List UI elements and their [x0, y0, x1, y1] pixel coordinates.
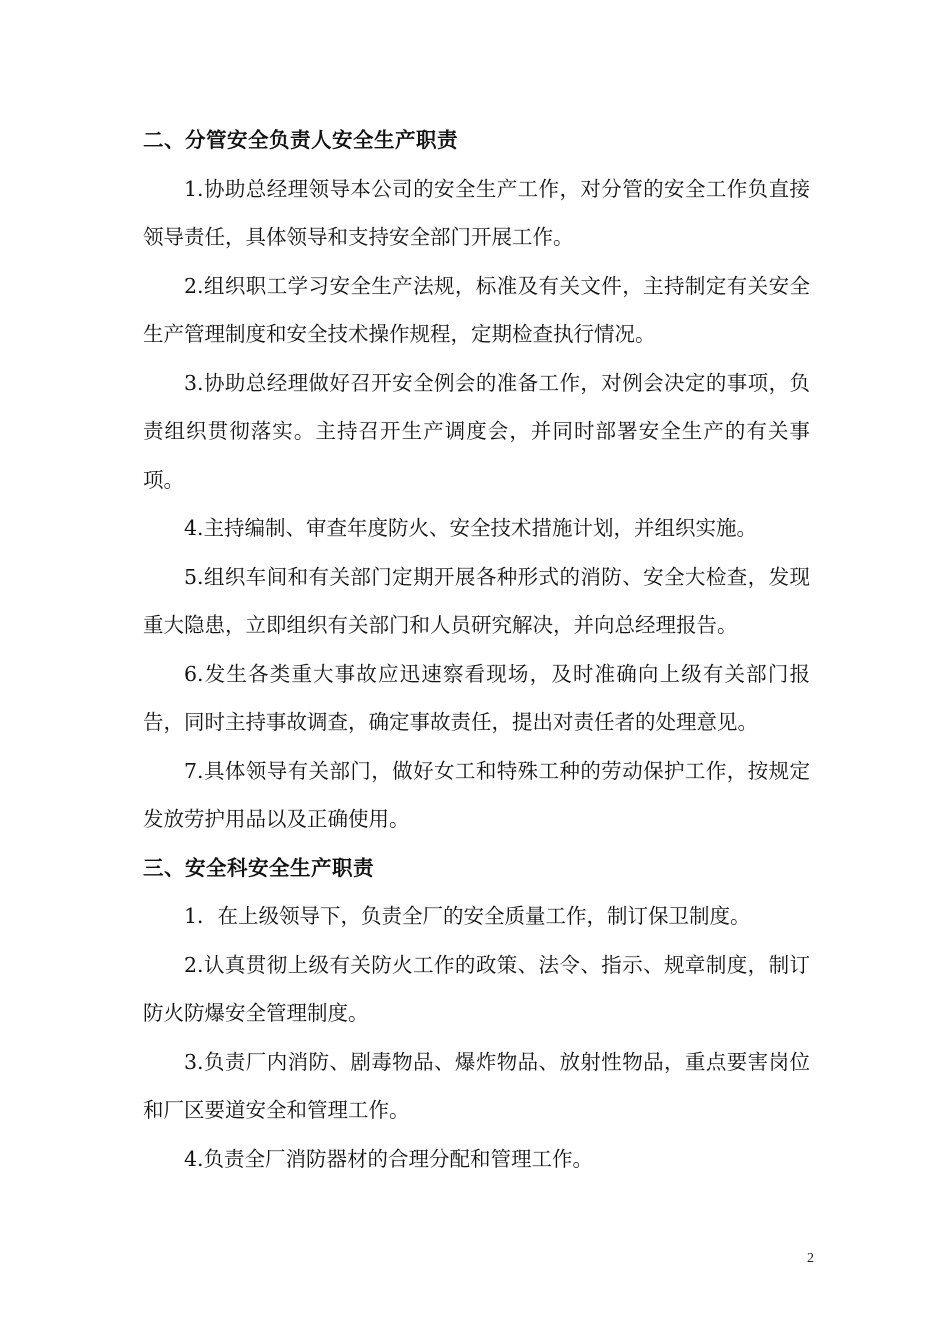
- paragraph: 3.负责厂内消防、剧毒物品、爆炸物品、放射性物品，重点要害岗位和厂区要道安全和管理工作。: [143, 1049, 810, 1122]
- paragraph: 7.具体领导有关部门，做好女工和特殊工种的劳动保护工作，按规定发放劳护用品以及正确使用。: [143, 758, 810, 831]
- page-number: 2: [807, 1251, 814, 1266]
- paragraph: 2.认真贯彻上级有关防火工作的政策、法令、指示、规章制度，制订防火防爆安全管理制度。: [143, 952, 810, 1025]
- paragraph: 1．在上级领导下，负责全厂的安全质量工作，制订保卫制度。: [184, 904, 751, 928]
- paragraph: 4.主持编制、审查年度防火、安全技术措施计划，并组织实施。: [184, 516, 758, 540]
- paragraph: 3.协助总经理做好召开安全例会的准备工作，对例会决定的事项，负责组织贯彻落实。主持召开生产调度会，并同时部署安全生产的有关事项。: [143, 370, 810, 492]
- document-body: [143, 116, 810, 1183]
- paragraph: 6.发生各类重大事故应迅速察看现场，及时准确向上级有关部门报告，同时主持事故调查，确定事故责任，提出对责任者的处理意见。: [143, 661, 810, 734]
- paragraph: 4.负责全厂消防器材的合理分配和管理工作。: [184, 1146, 594, 1171]
- paragraph: 5.组织车间和有关部门定期开展各种形式的消防、安全大检查，发现重大隐患，立即组织有关部门和人员研究解决，并向总经理报告。: [143, 564, 810, 637]
- paragraph: 1.协助总经理领导本公司的安全生产工作，对分管的安全工作负直接领导责任，具体领导和支持安全部门开展工作。: [143, 176, 810, 249]
- section-heading-2: 二、分管安全负责人安全生产职责: [143, 128, 458, 152]
- paragraph: 2.组织职工学习安全生产法规，标准及有关文件，主持制定有关安全生产管理制度和安全技术操作规程，定期检查执行情况。: [143, 273, 810, 346]
- section-heading-3: 三、安全科安全生产职责: [143, 855, 374, 880]
